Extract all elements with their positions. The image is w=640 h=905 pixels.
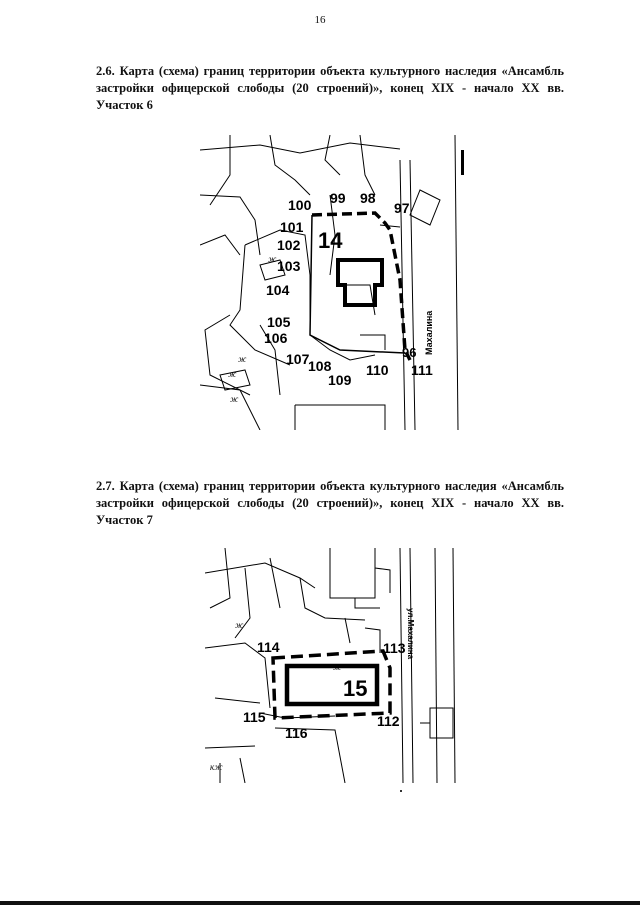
point-label: 107: [286, 351, 310, 367]
house-mark: ж: [230, 394, 239, 404]
territory-boundary-dashed: [273, 651, 390, 718]
point-label: 112: [377, 713, 400, 729]
point-label: 113: [383, 640, 406, 656]
page-number: 16: [314, 14, 326, 26]
boundary-map-section-7: [205, 548, 460, 783]
map-caption-section-6: 2.6. Карта (схема) границ территории объекта культурного наследия «Ансамбль застройки офицерской слободы (20 строений)», конец XIX - начало XX вв. Участок 6: [96, 63, 564, 112]
house-mark: кж: [210, 762, 223, 772]
boundary-map-section-6: [200, 135, 470, 430]
point-label: 98: [360, 190, 376, 206]
site-number-label: 15: [343, 676, 368, 701]
point-label: 96: [402, 345, 417, 360]
boundary-map-6-svg: [200, 135, 470, 430]
point-label: 110: [366, 362, 389, 378]
point-label: 116: [285, 725, 308, 741]
point-label: 100: [288, 197, 312, 213]
point-label: 114: [257, 639, 280, 655]
map-caption-section-7: 2.7. Карта (схема) границ территории объекта культурного наследия «Ансамбль застройки офицерской слободы (20 строений)», конец XIX - начало XX вв. Участок 7: [96, 478, 564, 527]
house-mark: ж: [235, 620, 244, 630]
heritage-building: [338, 260, 382, 305]
point-label: 109: [328, 372, 352, 388]
street-label: Махалина: [424, 310, 434, 355]
boundary-map-7-svg: [205, 548, 460, 783]
house-mark: ж: [228, 369, 237, 379]
point-label: 97: [394, 200, 410, 216]
scan-edge-bar: [0, 901, 640, 905]
point-label: 104: [266, 282, 290, 298]
street-label: ул.Махалина: [406, 608, 415, 660]
site-number-label: 14: [318, 228, 343, 253]
point-label: 106: [264, 330, 288, 346]
point-label: 101: [280, 219, 304, 235]
point-label: 103: [277, 258, 301, 274]
point-label: 102: [277, 237, 301, 253]
point-label: 108: [308, 358, 332, 374]
point-label: 115: [243, 709, 266, 725]
house-mark: ж: [333, 662, 342, 672]
scan-speck: [400, 790, 402, 792]
point-label: 105: [267, 314, 291, 330]
house-mark: ж: [238, 354, 247, 364]
scale-mark: [461, 150, 464, 175]
point-label: 99: [330, 190, 346, 206]
point-label: 111: [411, 362, 433, 378]
house-mark: ж: [268, 254, 277, 264]
